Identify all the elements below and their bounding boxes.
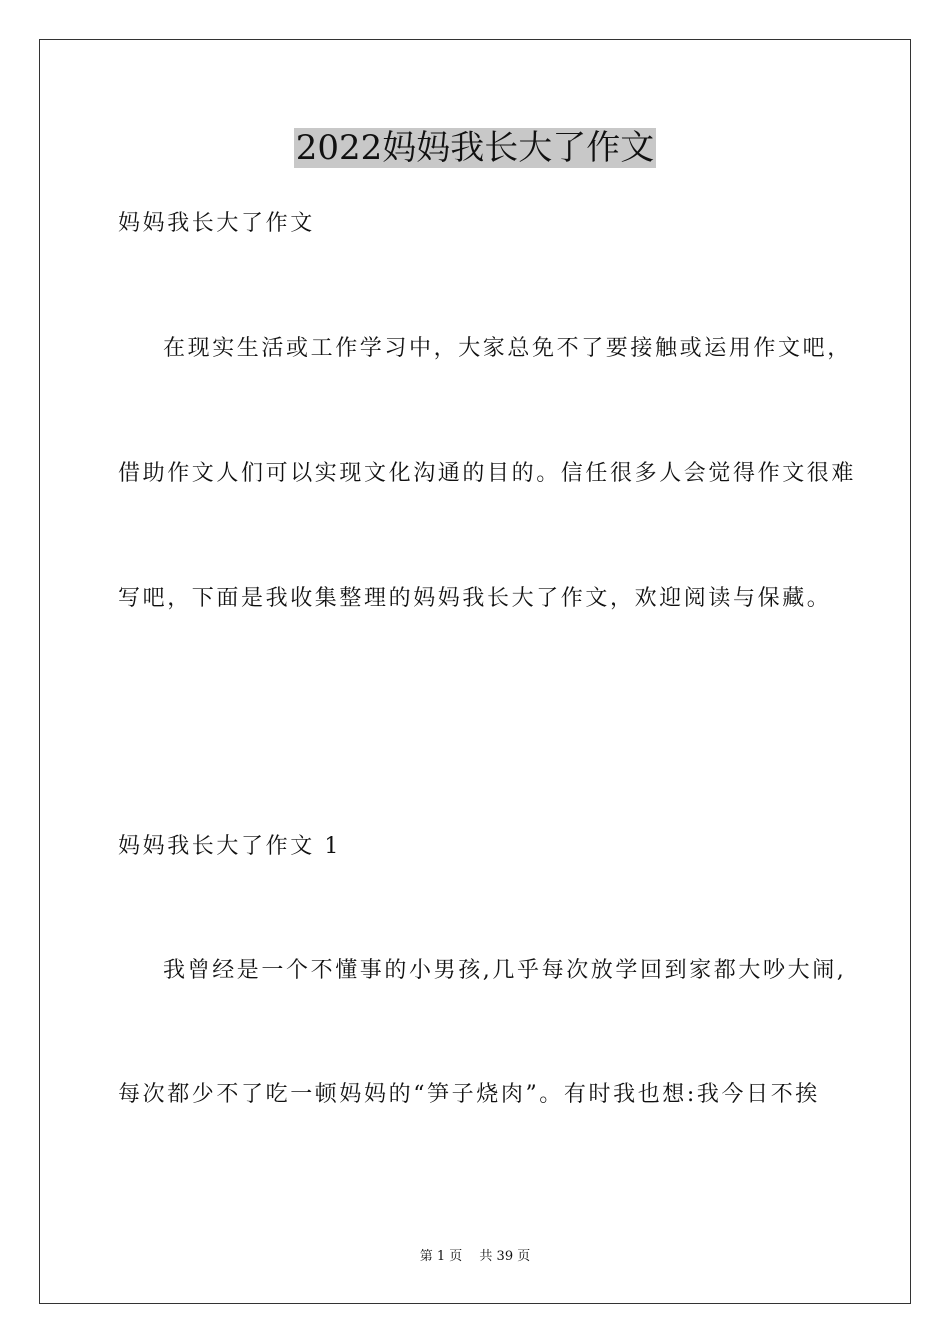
intro-line-1: 在现实生活或工作学习中，大家总免不了要接触或运用作文吧， — [163, 336, 852, 361]
intro-line-3: 写吧，下面是我收集整理的妈妈我长大了作文，欢迎阅读与保藏。 — [118, 586, 832, 611]
body-line-2: 每次都少不了吃一顿妈妈的“笋子烧肉”。有时我也想:我今日不挨 — [118, 1082, 820, 1107]
title-container — [0, 128, 950, 168]
subtitle: 妈妈我长大了作文 — [118, 211, 315, 236]
body-line-1: 我曾经是一个不懂事的小男孩,几乎每次放学回到家都大吵大闹, — [163, 958, 847, 983]
page-footer — [0, 1248, 950, 1266]
section-heading: 妈妈我长大了作文 1 — [118, 834, 341, 859]
page-number-label: 第 1 页 共 39 页 — [419, 1249, 531, 1264]
intro-line-2: 借助作文人们可以实现文化沟通的目的。信任很多人会觉得作文很难 — [118, 461, 857, 486]
document-title: 2022妈妈我长大了作文 — [295, 128, 655, 168]
